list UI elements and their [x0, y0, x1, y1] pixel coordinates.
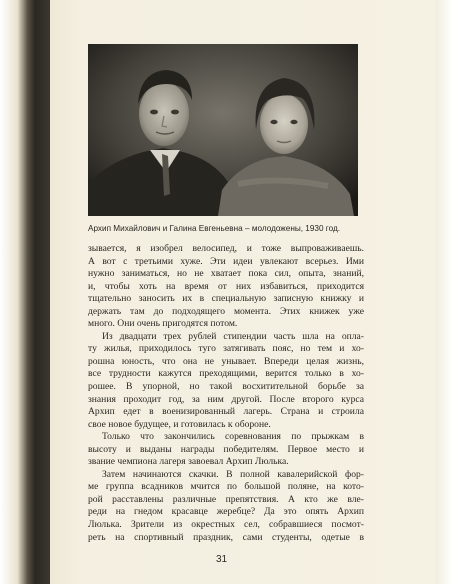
text-line: реть на спортивный праздник, сами студенты, одетые в [88, 531, 364, 543]
portrait-photo [88, 44, 358, 216]
page-number: 31 [216, 554, 228, 565]
page-edge [436, 0, 452, 584]
text-line: звание чемпиона лагеря завоевал Архип Люлька. [88, 456, 289, 468]
text-line: высоту и выданы награды победителям. Первое место и [88, 443, 364, 455]
text-line: Только что закончились соревнования по прыжкам в [102, 431, 364, 443]
text-line: зывается, я изобрел велосипед, и тоже выпроваживаешь. [88, 243, 364, 254]
text-line: Из двадцати трех рублей стипендии часть шла на опла- [102, 330, 364, 342]
text-line: много. Они очень пригодятся потом. [88, 318, 238, 330]
text-line: и, чтобы хоть на время от них избавиться, приходится [88, 280, 364, 292]
text-line: реди на гнедом красавце жеребце? Да это опять Архип [88, 506, 364, 518]
text-line: рой расставлены различные препятствия. А кто же вле- [88, 493, 364, 505]
text-line: знания проходит год, за ним другой. После второго курса [88, 393, 364, 405]
photo-caption: Архип Михайлович и Галина Евгеньевна – молодожены, 1930 год. [88, 224, 341, 233]
text-line: Люлька. Зрители из окрестных сел, собравшиеся посмот- [88, 519, 364, 531]
book-spine-shadow [0, 0, 50, 584]
text-line: Архип едет в военизированный лагерь. Страна и строила [88, 406, 364, 418]
text-line: тщательно заносить их в специальную записную книжку и [88, 293, 364, 305]
text-line: А вот с третьими хуже. Эти идеи увлекают всерьез. Ими [88, 255, 364, 267]
portrait-drawing [88, 44, 358, 216]
text-line: держать там до подходящего момента. Этих книжек уже [88, 305, 364, 317]
text-line: рошна юность, что она не унывает. Впереди целая жизнь, [88, 355, 364, 367]
body-text [88, 243, 364, 544]
text-line: ме группа всадников мчится по большой поляне, на кото- [88, 481, 364, 493]
text-line: Затем начинаются скачки. В полной кавалерийской фор- [102, 468, 364, 480]
text-line: свое новое будущее, и готовилась к обороне. [88, 418, 271, 430]
text-line: нужно заниматься, но не хватает пока сил, опыта, знаний, [88, 268, 364, 280]
text-line: ту жилья, приходилось туго затягивать пояс, но тем и хо- [88, 343, 364, 355]
text-line: все трудности кажутся преходящими, верится только в хо- [88, 368, 364, 380]
text-line: рошее. В упорной, но такой восхитительной борьбе за [88, 381, 364, 393]
